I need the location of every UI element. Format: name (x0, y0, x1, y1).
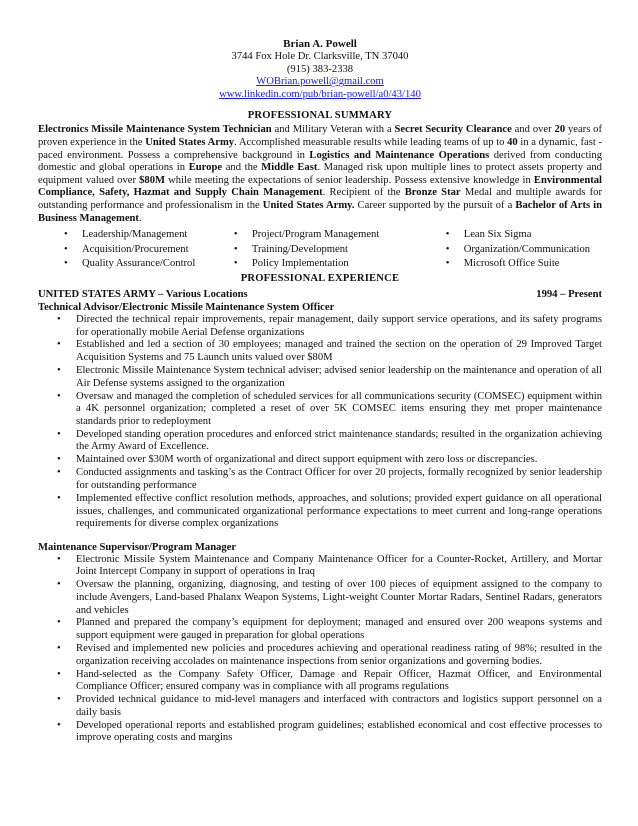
experience-heading: PROFESSIONAL EXPERIENCE (240, 272, 400, 284)
summary-text: . Recipient of the (322, 187, 405, 199)
skill-item: • Leadership/Management (58, 228, 228, 243)
role-title: Technical Advisor/Electronic Missile Maintenance System Officer (38, 301, 335, 313)
summary-highlight: Environmental Compliance, Safety, Hazmat and Supply Chain Management (38, 174, 602, 199)
summary-text: and over (511, 124, 555, 136)
summary-highlight: Europe (188, 162, 223, 174)
employment-dates: 1994 – Present (536, 288, 602, 300)
skill-item: • Training/Development (228, 243, 440, 258)
candidate-name: Brian A. Powell (283, 38, 357, 50)
list-item: • Oversaw the planning, organizing, diagnosing, and testing of over 100 pieces of equipment assigned to the company to include Avengers, Land-based Phalanx Weapon Systems, Light-weight Counter Mortar Radars, Sentinel Radars, generators and vehicles (38, 579, 602, 617)
email-link[interactable]: WOBrian.powell@gmail.com (256, 76, 384, 88)
skill-item: • Lean Six Sigma (440, 228, 602, 243)
summary-text: in a dynamic, fast - paced environment. Possess a comprehensive background in (38, 136, 602, 161)
summary-text: Medal and multiple awards for outstanding performance and professionalism in the (38, 187, 602, 211)
summary-paragraph (38, 124, 602, 225)
list-item: • Electronic Missile Maintenance System technical adviser; advised senior leadership on the maintenance and operation of all Air Defense systems assigned to the organization (38, 365, 602, 390)
summary-text: Career supported by the pursuit of a (354, 199, 516, 211)
summary-highlight: Logistics and Maintenance Operations (309, 149, 490, 161)
summary-heading: PROFESSIONAL SUMMARY (247, 110, 393, 122)
list-item: • Established and led a section of 30 employees; managed and trained the section on the operation of 29 Improved Target Acquisition Systems and 75 Launch units valued over $80M (38, 339, 602, 364)
skills-column-1 (58, 228, 228, 272)
summary-text: and Military Veteran with a (271, 124, 395, 136)
list-item: • Revised and implemented new policies and procedures achieving and operational readiness rating of 98%; resulted in the organization receiving accolades on maintenance inspections from senior organizations and governing bodies. (38, 643, 602, 668)
summary-highlight: 40 (507, 136, 518, 148)
employer-name: UNITED STATES ARMY – Various Locations (38, 288, 248, 300)
resume-page (38, 38, 602, 745)
phone-number: (915) 383-2338 (286, 63, 354, 75)
list-item: • Provided technical guidance to mid-level managers and interfaced with contractors and logistics support personnel on a daily basis (38, 694, 602, 719)
summary-highlight: Middle East (261, 162, 318, 174)
role1-bullets (38, 314, 602, 531)
list-item: • Developed operational reports and established program guidelines; established economical and cost effective processes to improve operating costs and margins (38, 720, 602, 745)
list-item: • Maintained over $30M worth of organizational and direct support equipment with zero loss or discrepancies. (38, 454, 602, 467)
skills-column-2 (228, 228, 440, 272)
skill-item: • Microsoft Office Suite (440, 257, 602, 272)
list-item: • Oversaw and managed the completion of scheduled services for all communications security (COMSEC) equipment within a 4K personnel organization; completed a reset of over 5K COMSEC items ensuring they met proper maintenance standards prior to redeployment (38, 391, 602, 429)
summary-text: years of proven experience in the (38, 124, 602, 148)
skill-item: • Policy Implementation (228, 257, 440, 272)
linkedin-link[interactable]: www.linkedin.com/pub/brian-powell/a0/43/140 (219, 88, 421, 100)
skills-list (38, 228, 602, 272)
list-item: • Planned and prepared the company’s equipment for deployment; managed and ensured over 200 weapons systems and support equipment were gauged in preparation for global operations (38, 617, 602, 642)
summary-highlight: Electronics Missile Maintenance System Technician (38, 124, 272, 136)
skill-item: • Project/Program Management (228, 228, 440, 243)
list-item: • Hand-selected as the Company Safety Officer, Damage and Repair Officer, Hazmat Officer, and Environmental Compliance Officer; ensured company was in compliance with all programs regulations (38, 669, 602, 694)
list-item: • Developed standing operation procedures and enforced strict maintenance standards; resulted in the organization achieving the Army Award of Excellence. (38, 429, 602, 454)
role-title: Maintenance Supervisor/Program Manager (38, 541, 237, 553)
skill-item: • Organization/Communication (440, 243, 602, 258)
summary-highlight: 20 (554, 124, 566, 136)
summary-text: derived from conducting domestic and global operations in (38, 149, 602, 174)
list-item: • Implemented effective conflict resolution methods, approaches, and solutions; provided expert guidance on all operational issues, challenges, and communicated organizational performance expectations to meet current and long-range operations requirements for diverse complex organizations (38, 493, 602, 531)
summary-text: . Accomplished measurable results while leading teams of up to (234, 136, 508, 148)
list-item: • Conducted assignments and tasking’s as the Contract Officer for over 20 projects, formally recognized by senior leadership for outstanding performance (38, 467, 602, 492)
resume-header (38, 38, 602, 101)
skill-item: • Acquisition/Procurement (58, 243, 228, 258)
role2-bullets (38, 554, 602, 745)
summary-highlight: Bronze Star (404, 187, 461, 199)
summary-text: while meeting the expectations of senior leadership. Possess extensive knowledge in (165, 174, 534, 186)
summary-highlight: $80M (139, 174, 166, 186)
summary-highlight: Bachelor of Arts in Business Management (38, 199, 602, 224)
summary-highlight: Secret Security Clearance (394, 124, 512, 136)
summary-text: and the (222, 162, 262, 174)
summary-text: . (138, 212, 142, 224)
list-item: • Electronic Missile System Maintenance and Company Maintenance Officer for a Counter-Rocket, Artillery, and Mortar Joint Intercept Company in support of operations in Iraq (38, 554, 602, 579)
employer-line (38, 288, 602, 301)
list-item: • Directed the technical repair improvements, repair management, daily support service operations, and its safety programs for operationally mobile Aerial Defense organizations (38, 314, 602, 339)
skills-column-3 (440, 228, 602, 272)
summary-highlight: United States Army (145, 136, 235, 148)
summary-highlight: United States Army. (262, 199, 355, 211)
skill-item: • Quality Assurance/Control (58, 257, 228, 272)
summary-text: . Managed risk upon multiple lines to protect assets property and equipment valued over (38, 162, 602, 186)
address: 3744 Fox Hole Dr. Clarksville, TN 37040 (231, 51, 409, 62)
